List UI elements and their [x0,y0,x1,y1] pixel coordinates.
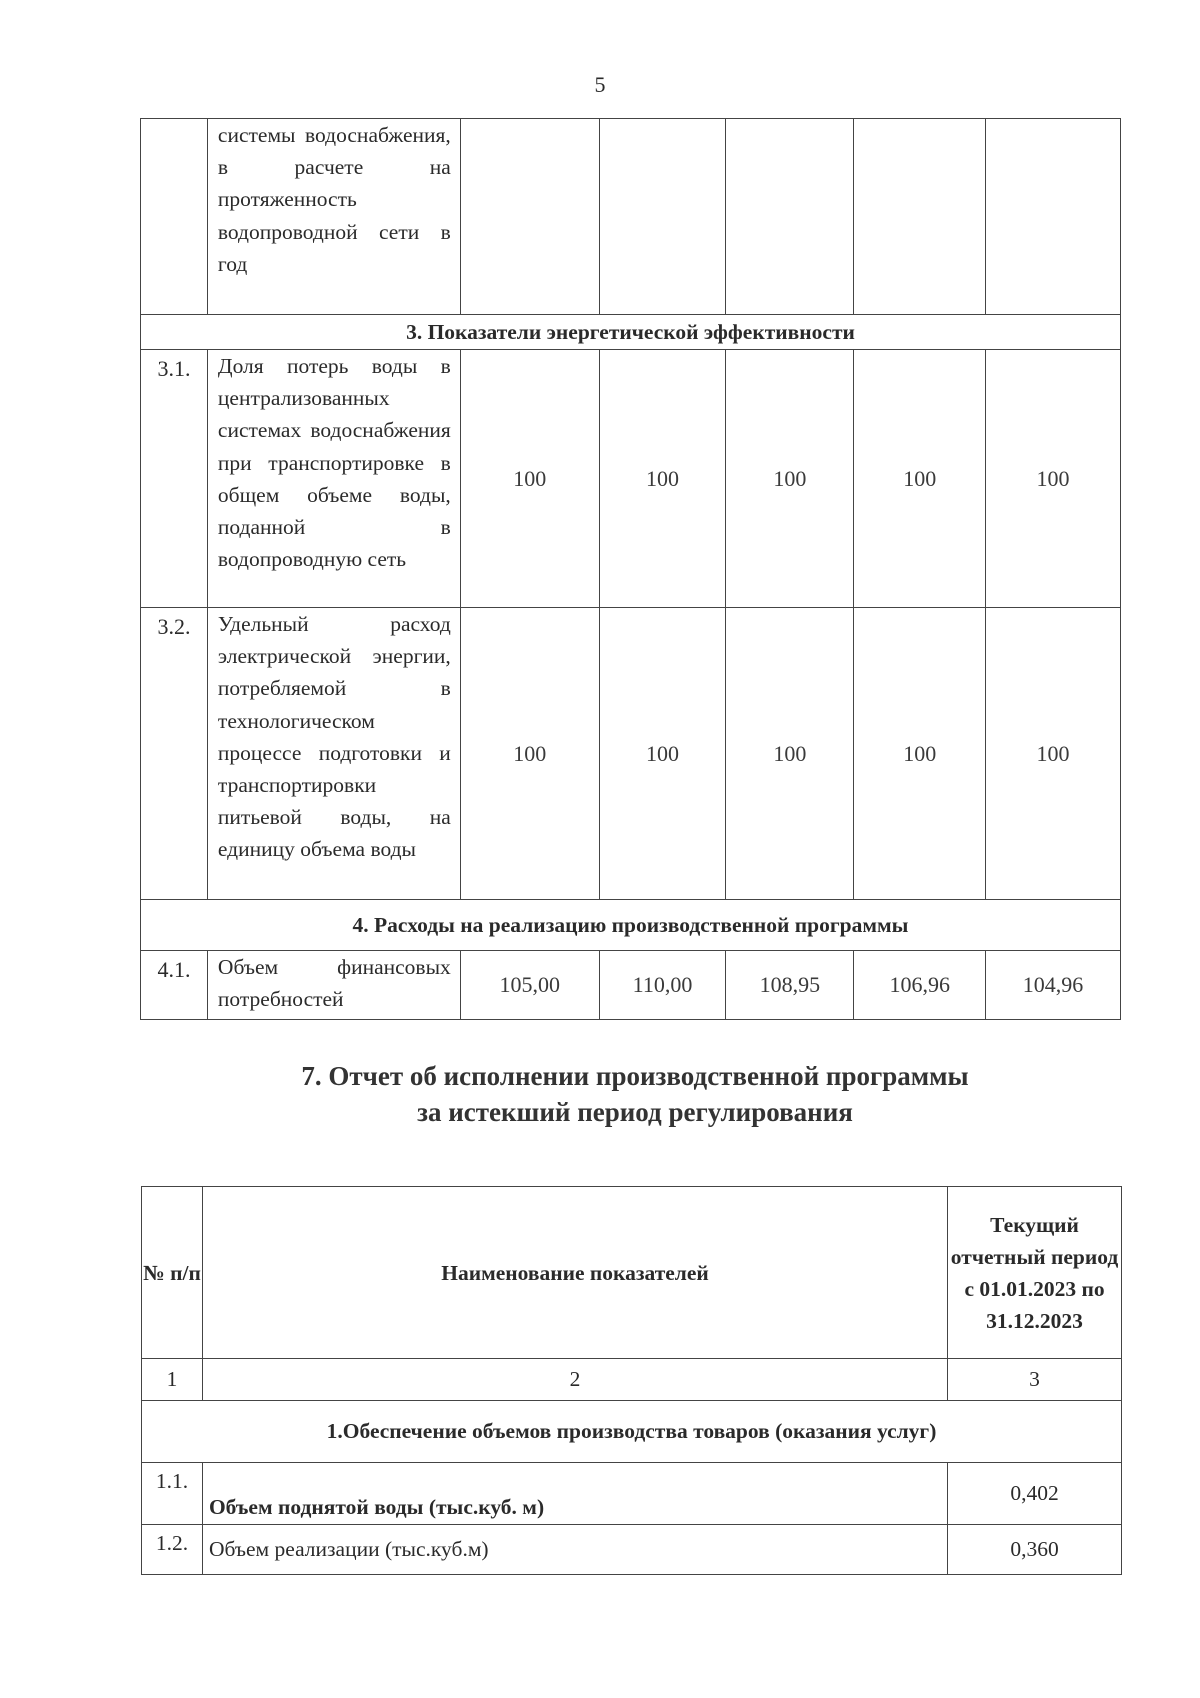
report-table [141,1186,1122,1575]
row-number-cell: 3.2. [141,608,208,900]
table-row [141,608,1121,900]
column-number-cell: 2 [202,1359,947,1401]
indicator-name-cell: Удельный расход электрической энергии, потребляемой в технологическом процессе подготовки и транспортировки питьевой воды, на единицу объема воды [207,608,460,900]
value-cell: 108,95 [726,951,854,1020]
row-number-cell: 4.1. [141,951,208,1020]
table-row [141,951,1121,1020]
row-number-cell [141,119,208,315]
value-cell: 110,00 [599,951,726,1020]
table-row [141,119,1121,315]
value-cell: 100 [599,608,726,900]
column-number-cell: 1 [142,1359,203,1401]
column-number-row [142,1359,1122,1401]
value-cell [726,119,854,315]
table-row [142,1525,1122,1575]
value-cell: 100 [460,608,599,900]
row-number-cell: 1.1. [142,1463,203,1525]
indicator-name-cell: системы водоснабжения, в расчете на протяженность водопроводной сети в год [207,119,460,315]
value-cell [854,119,986,315]
section-heading [0,1058,1200,1130]
value-cell: 104,96 [986,951,1121,1020]
table-row [142,1463,1122,1525]
header-number-cell: № п/п [142,1187,203,1359]
section-heading-line: за истекший период регулирования [417,1097,853,1127]
section-row [141,315,1121,350]
value-cell: 100 [854,608,986,900]
value-cell: 105,00 [460,951,599,1020]
value-cell: 100 [460,350,599,608]
indicator-name-cell: Объем поднятой воды (тыс.куб. м) [202,1463,947,1525]
row-number-cell: 1.2. [142,1525,203,1575]
indicator-name-cell: Объем финансовых потребностей [207,951,460,1020]
value-cell: 100 [726,608,854,900]
value-cell: 100 [726,350,854,608]
header-period-cell: Текущий отчетный период с 01.01.2023 по 31.12.2023 [948,1187,1122,1359]
value-cell [599,119,726,315]
value-cell [986,119,1121,315]
header-name-cell: Наименование показателей [202,1187,947,1359]
section-title: 1.Обеспечение объемов производства товаров (оказания услуг) [142,1401,1122,1463]
value-cell: 0,402 [948,1463,1122,1525]
header-row [142,1187,1122,1359]
section-title: 3. Показатели энергетической эффективности [141,315,1121,350]
section-row [141,900,1121,951]
value-cell: 0,360 [948,1525,1122,1575]
value-cell: 100 [854,350,986,608]
indicator-name-cell: Доля потерь воды в централизованных системах водоснабжения при транспортировке в общем объеме воды, поданной в водопроводную сеть [207,350,460,608]
column-number-cell: 3 [948,1359,1122,1401]
page-number: 5 [594,72,606,97]
section-title: 4. Расходы на реализацию производственной программы [141,900,1121,951]
indicators-table-continued [140,118,1121,1020]
section-row [142,1401,1122,1463]
value-cell: 100 [599,350,726,608]
table-row [141,350,1121,608]
value-cell: 106,96 [854,951,986,1020]
row-number-cell: 3.1. [141,350,208,608]
indicator-name-cell: Объем реализации (тыс.куб.м) [202,1525,947,1575]
value-cell: 100 [986,350,1121,608]
section-heading-line: 7. Отчет об исполнении производственной программы [301,1061,969,1091]
value-cell [460,119,599,315]
value-cell: 100 [986,608,1121,900]
